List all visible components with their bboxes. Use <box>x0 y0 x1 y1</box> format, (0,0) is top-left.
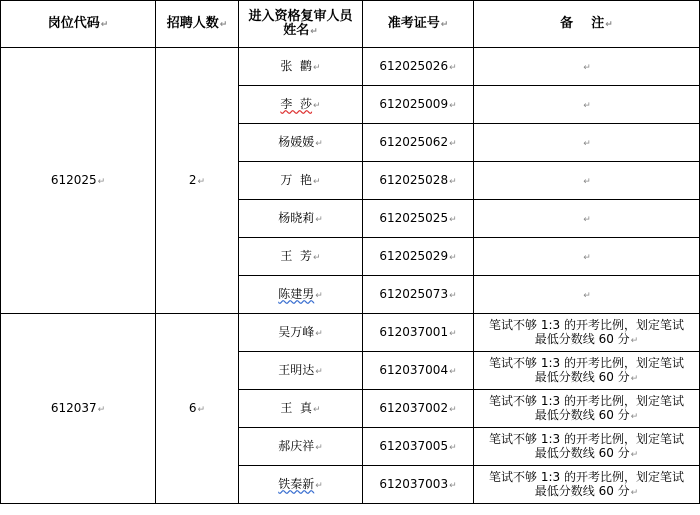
remark-cell: ↵ <box>474 200 700 238</box>
header-post-code: 岗位代码↵ <box>1 1 156 48</box>
name-cell: 张 鹳↵ <box>239 48 363 86</box>
header-recruit-count: 招聘人数↵ <box>156 1 239 48</box>
name-cell: 李 莎↵ <box>239 86 363 124</box>
name-cell: 万 艳↵ <box>239 162 363 200</box>
exam-number-cell: 612037001↵ <box>363 314 474 352</box>
exam-number-cell: 612025062↵ <box>363 124 474 162</box>
name-cell: 杨媛媛↵ <box>239 124 363 162</box>
remark-cell: ↵ <box>474 276 700 314</box>
exam-number-cell: 612025009↵ <box>363 86 474 124</box>
exam-number-cell: 612025025↵ <box>363 200 474 238</box>
name-cell: 吴万峰↵ <box>239 314 363 352</box>
recruit-count-cell: 2↵ <box>156 48 239 314</box>
header-reviewer-names: 进入资格复审人员 姓名↵ <box>239 1 363 48</box>
name-cell: 王明达↵ <box>239 352 363 390</box>
exam-number-cell: 612037005↵ <box>363 428 474 466</box>
exam-number-cell: 612037003↵ <box>363 466 474 504</box>
name-cell: 王 芳↵ <box>239 238 363 276</box>
post-code-cell: 612025↵ <box>1 48 156 314</box>
remark-cell: ↵ <box>474 86 700 124</box>
exam-number-cell: 612037004↵ <box>363 352 474 390</box>
name-cell: 郝庆祥↵ <box>239 428 363 466</box>
exam-number-cell: 612025029↵ <box>363 238 474 276</box>
table-row <box>1 314 700 352</box>
header-exam-number: 准考证号↵ <box>363 1 474 48</box>
exam-number-cell: 612025073↵ <box>363 276 474 314</box>
remark-cell: ↵ <box>474 162 700 200</box>
remark-cell: ↵ <box>474 48 700 86</box>
remark-cell: 笔试不够 1:3 的开考比例，划定笔试 最低分数线 60 分↵ <box>474 428 700 466</box>
remark-cell: 笔试不够 1:3 的开考比例，划定笔试 最低分数线 60 分↵ <box>474 466 700 504</box>
post-code-cell: 612037↵ <box>1 314 156 504</box>
exam-number-cell: 612025026↵ <box>363 48 474 86</box>
remark-cell: ↵ <box>474 124 700 162</box>
table-row <box>1 48 700 86</box>
remark-cell: 笔试不够 1:3 的开考比例，划定笔试 最低分数线 60 分↵ <box>474 352 700 390</box>
remark-cell: 笔试不够 1:3 的开考比例，划定笔试 最低分数线 60 分↵ <box>474 314 700 352</box>
recruit-count-cell: 6↵ <box>156 314 239 504</box>
exam-number-cell: 612037002↵ <box>363 390 474 428</box>
exam-number-cell: 612025028↵ <box>363 162 474 200</box>
name-cell: 铁秦新↵ <box>239 466 363 504</box>
header-remarks: 备 注↵ <box>474 1 700 48</box>
header-row <box>1 1 700 48</box>
remark-cell: 笔试不够 1:3 的开考比例，划定笔试 最低分数线 60 分↵ <box>474 390 700 428</box>
name-cell: 王 真↵ <box>239 390 363 428</box>
name-cell: 陈建男↵ <box>239 276 363 314</box>
remark-cell: ↵ <box>474 238 700 276</box>
name-cell: 杨晓莉↵ <box>239 200 363 238</box>
